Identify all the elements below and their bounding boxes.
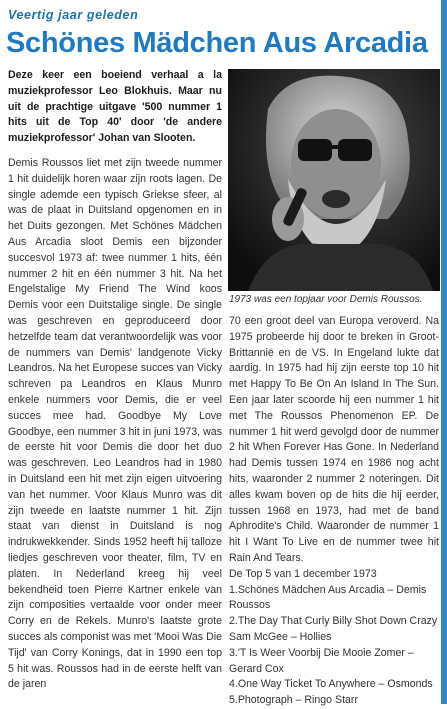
body-text-right: 70 een groot deel van Europa veroverd. Na 1975 probeerde hij door te breken in Groot-Brittannië en de VS. In Engeland lukte dat aardig. In 1975 had hij zijn eerste top 10 hit met Happy To Be On An Island In The Sun. Een jaar later scoorde hij een nummer 1 hit met The Roussos Phenomenon EP. De nummer 1 hit werd gevolgd door de nummer 2 hit When Forever Has Gone. In Nederland had Demis tussen 1974 en 1986 nog acht hits, waaronder 2 nummer 2 noteringen. Dit alles kwam boven op de hits die hij eerder, tussen 1968 en 1973, had met de band Aphrodite's Child. Waaronder de nummer 1 hit I Want To Live en de nummer twee hit Rain And Tears. bbox=[229, 315, 439, 564]
list-item: 4.One Way Ticket To Anywhere – Osmonds bbox=[229, 678, 433, 691]
list-item: 2.The Day That Curly Billy Shot Down Crazy Sam McGee – Hollies bbox=[229, 615, 438, 643]
intro-paragraph: Deze keer een boeiend verhaal a la muziekprofessor Leo Blokhuis. Maar nu uit de prachtige uitgave '500 nummer 1 hits uit de Top 40' door 'de andere muziekprofessor' Johan van Slooten. bbox=[8, 69, 222, 145]
list-item: 3.'T Is Weer Voorbij Die Mooie Zomer – Gerard Cox bbox=[229, 646, 414, 675]
photo-caption: 1973 was een topjaar voor Demis Roussos. bbox=[229, 294, 423, 305]
headline: Schönes Mädchen Aus Arcadia bbox=[6, 27, 428, 59]
kicker: Veertig jaar geleden bbox=[8, 8, 139, 22]
body-text-left: Demis Roussos liet met zijn tweede nummer 1 hit duidelijk horen waar zijn roots lagen. De single ademde een typisch Griekse sfeer, al was de plaat in Duitsland opgenomen en in het Duits gezongen. Met Schönes Mädchen Aus Arcadia sloot Demis een bijzonder succesvol 1973 af: twee nummer 1 hits, één nummer 2 hit en één nummer 3 hit. Na het Engelstalige My Friend The Wind koos Demis voor een Duitstalige single. De single was geschreven en geproduceerd door hetzelfde team dat verantwoordelijk was voor de nummers van Demis' landgenote Vicky Leandros. Na het Europese succes van Vicky schreven pa Leandros en Klaus Munro enkele nummers voor Demis, die er veel succes mee had. Goodbye My Love Goodbye, een nummer 3 hit in juni 1973, was de eerste hit voor Demis die door het duo was geschreven. Leo Leandros had in 1980 in Duitsland een hit met zijn eigen uitvoering van het nummer. Voor Klaus Munro was dit zijn tweede en laatste nummer 1 hit. Zijn staat van dienst in Duitsland is nog indrukwekkender. Sinds 1952 heeft hij talloze liedjes geschreven voor theater, film, TV en platen. In Nederland kreeg hij veel bekendheid toen Pierre Kartner enkele van zijn composities vertaalde voor onder meer Corry en de Rekels. Munro's laatste grote succes als componist was met 'Mooi Was Die Tijd' van Corry Konings, dat in 1990 een top 5 hit was. Roussos had in de eerste helft van de jaren bbox=[8, 157, 222, 691]
body-column-right bbox=[229, 314, 439, 709]
top5-title: De Top 5 van 1 december 1973 bbox=[229, 567, 377, 580]
list-item: 1.Schönes Mädchen Aus Arcadia – Demis Roussos bbox=[229, 583, 427, 612]
blue-edge-bar bbox=[441, 0, 447, 704]
list-item: 5.Photograph – Ringo Starr bbox=[229, 694, 358, 707]
artist-photo bbox=[228, 69, 440, 291]
demis-roussos-photo bbox=[228, 69, 440, 291]
top5-list bbox=[229, 567, 439, 709]
body-column-left bbox=[8, 156, 222, 693]
